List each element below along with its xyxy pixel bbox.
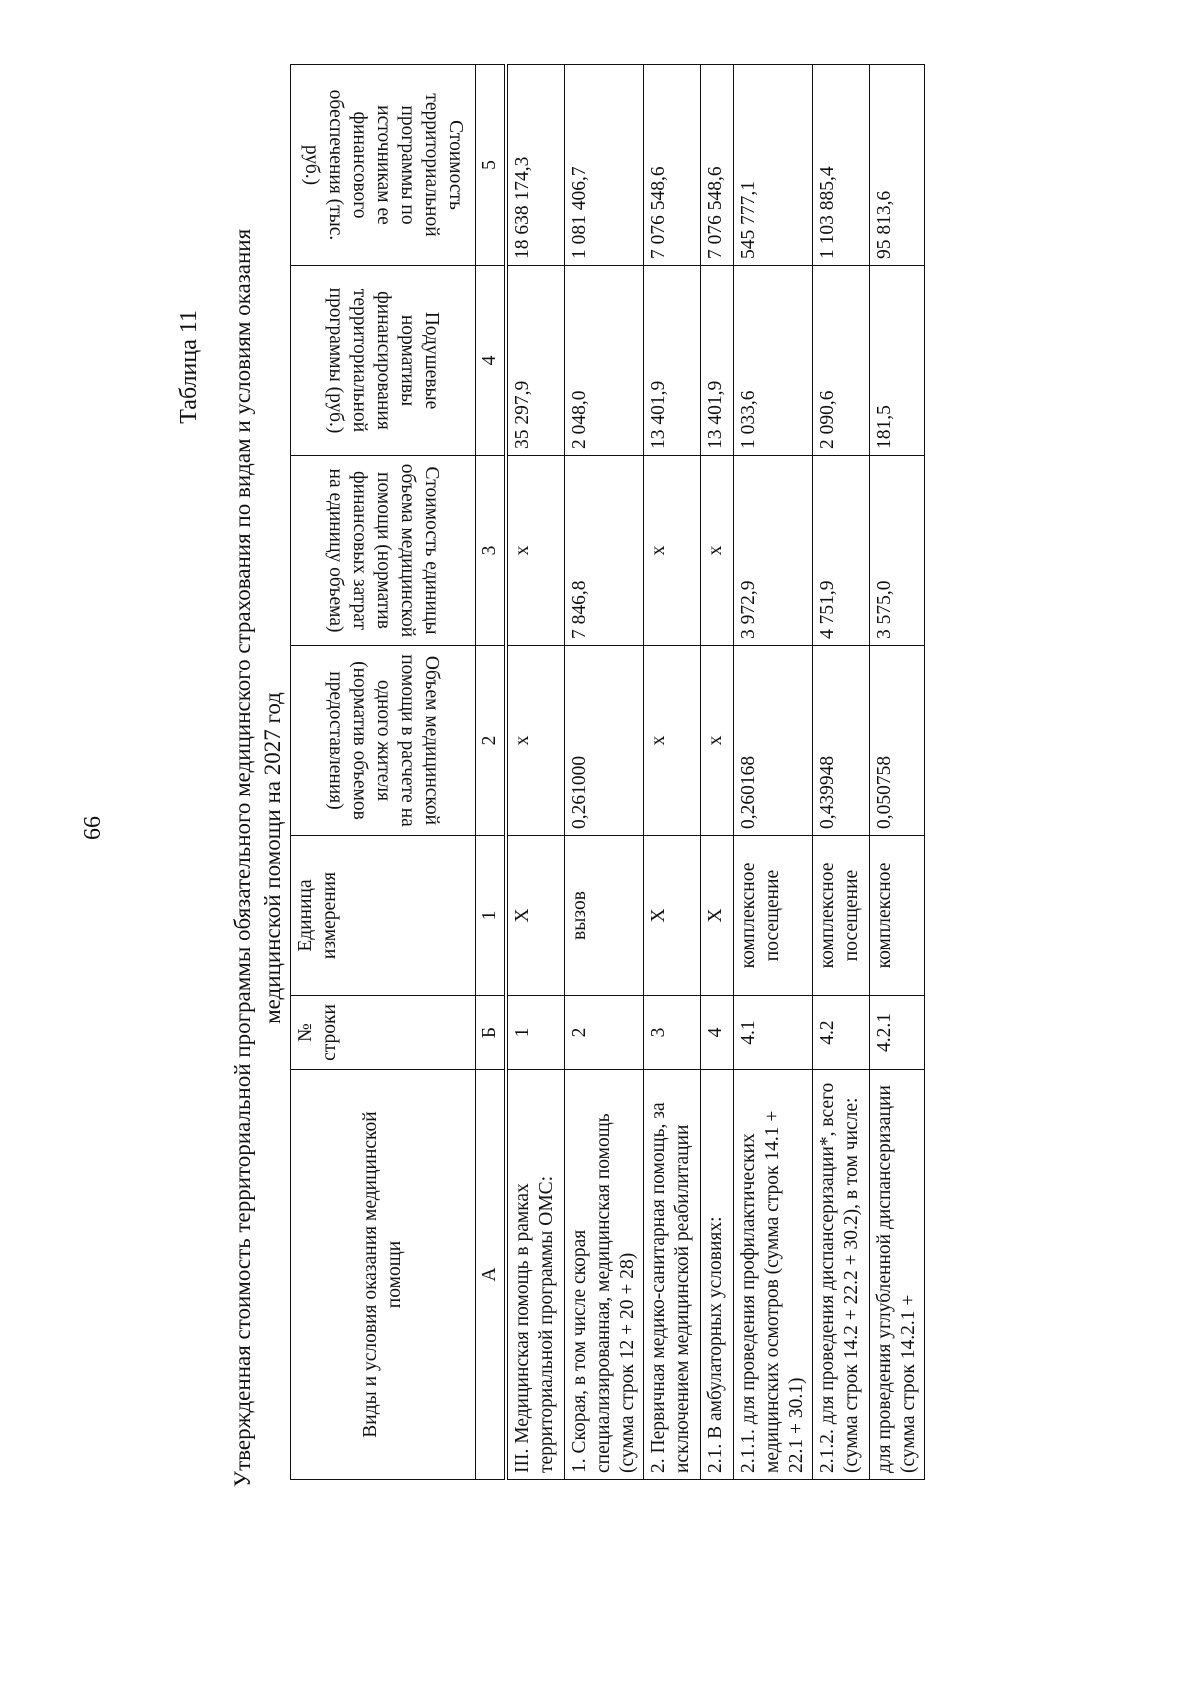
cell-per-capita: 13 401,9 xyxy=(644,266,701,456)
cell-unit-cost: 7 846,8 xyxy=(565,456,644,646)
cell-volume: 0,439948 xyxy=(813,646,870,836)
cell-description: 1. Скорая, в том числе скорая специализированная, медицинская помощь (сумма строк 12 + 20 + 28) xyxy=(565,1070,644,1480)
table-row xyxy=(870,65,925,1480)
cell-row-number: 4.2 xyxy=(813,996,870,1070)
cell-description: 2.1. В амбулаторных условиях: xyxy=(701,1070,734,1480)
cell-volume: х xyxy=(644,646,701,836)
cell-total-cost: 1 081 406,7 xyxy=(565,65,644,266)
cost-table xyxy=(290,64,925,1480)
title-line-1: Утвержденная стоимость территориальной программы обязательного медицинского страхования по видам и условиям оказания xyxy=(230,228,255,1488)
cell-unit-cost: 4 751,9 xyxy=(813,456,870,646)
cell-description: 2.1.1. для проведения профилактических медицинских осмотров (сумма строк 14.1 + 22.1 + 30.1) xyxy=(734,1070,813,1480)
cell-volume: х xyxy=(701,646,734,836)
cell-unit: комплексное посещение xyxy=(813,836,870,996)
cell-description: для проведения углубленной диспансеризации (сумма строк 14.2.1 + xyxy=(870,1070,925,1480)
cell-description: III. Медицинская помощь в рамках территориальной программы ОМС: xyxy=(506,1070,565,1480)
cell-volume: 0,261000 xyxy=(565,646,644,836)
cell-unit: Х xyxy=(506,836,565,996)
cell-unit: комплексное xyxy=(870,836,925,996)
title-line-2: медицинской помощи на 2027 год xyxy=(260,692,285,1024)
table-number: Таблица 11 xyxy=(176,310,202,424)
cell-row-number: 1 xyxy=(506,996,565,1070)
index-cell: Б xyxy=(476,996,507,1070)
header-row xyxy=(291,65,476,1480)
header-col-3: Стоимость единицы объема медицинской помощи (норматив финансовых затрат на единицу объема) xyxy=(291,456,476,646)
cell-per-capita: 2 090,6 xyxy=(813,266,870,456)
cell-row-number: 2 xyxy=(565,996,644,1070)
cell-total-cost: 7 076 548,6 xyxy=(701,65,734,266)
cell-total-cost: 95 813,6 xyxy=(870,65,925,266)
cell-unit-cost: 3 972,9 xyxy=(734,456,813,646)
cell-row-number: 4 xyxy=(701,996,734,1070)
cell-total-cost: 1 103 885,4 xyxy=(813,65,870,266)
column-index-row xyxy=(476,65,507,1480)
table-row xyxy=(734,65,813,1480)
cell-total-cost: 18 638 174,3 xyxy=(506,65,565,266)
table-row xyxy=(506,65,565,1480)
cell-per-capita: 2 048,0 xyxy=(565,266,644,456)
index-cell: 3 xyxy=(476,456,507,646)
cell-volume: 0,050758 xyxy=(870,646,925,836)
cell-unit: Х xyxy=(701,836,734,996)
cell-unit: комплексное посещение xyxy=(734,836,813,996)
table-row xyxy=(565,65,644,1480)
cell-row-number: 4.2.1 xyxy=(870,996,925,1070)
cell-volume: х xyxy=(506,646,565,836)
header-col-4: Подушевые нормативы финансирования территориальной программы (руб.) xyxy=(291,266,476,456)
index-cell: 1 xyxy=(476,836,507,996)
cell-unit-cost: х xyxy=(644,456,701,646)
header-col-1: Единица измерения xyxy=(291,836,476,996)
cell-unit-cost: х xyxy=(506,456,565,646)
cell-description: 2. Первичная медико-санитарная помощь, за исключением медицинской реабилитации xyxy=(644,1070,701,1480)
cell-per-capita: 1 033,6 xyxy=(734,266,813,456)
cell-unit: вызов xyxy=(565,836,644,996)
index-cell: 2 xyxy=(476,646,507,836)
cell-unit: Х xyxy=(644,836,701,996)
table-row xyxy=(701,65,734,1480)
table-row xyxy=(813,65,870,1480)
cell-per-capita: 13 401,9 xyxy=(701,266,734,456)
cell-total-cost: 545 777,1 xyxy=(734,65,813,266)
header-col-5: Стоимость территориальной программы по источникам ее финансового обеспечения (тыс. руб.) xyxy=(291,65,476,266)
cell-per-capita: 35 297,9 xyxy=(506,266,565,456)
cell-per-capita: 181,5 xyxy=(870,266,925,456)
table-row xyxy=(644,65,701,1480)
cell-row-number: 3 xyxy=(644,996,701,1070)
header-col-b: № строки xyxy=(291,996,476,1070)
document-title xyxy=(228,208,288,1508)
cell-row-number: 4.1 xyxy=(734,996,813,1070)
index-cell: А xyxy=(476,1070,507,1480)
header-col-2: Объем медицинской помощи в расчете на одного жителя (норматив объемов предоставления) xyxy=(291,646,476,836)
index-cell: 4 xyxy=(476,266,507,456)
cell-total-cost: 7 076 548,6 xyxy=(644,65,701,266)
header-col-a: Виды и условия оказания медицинской помощи xyxy=(291,1070,476,1480)
cell-unit-cost: х xyxy=(701,456,734,646)
page-number: 66 xyxy=(80,816,106,840)
index-cell: 5 xyxy=(476,65,507,266)
cell-volume: 0,260168 xyxy=(734,646,813,836)
cell-description: 2.1.2. для проведения диспансеризации*, всего (сумма строк 14.2 + 22.2 + 30.2), в том числе: xyxy=(813,1070,870,1480)
cell-unit-cost: 3 575,0 xyxy=(870,456,925,646)
